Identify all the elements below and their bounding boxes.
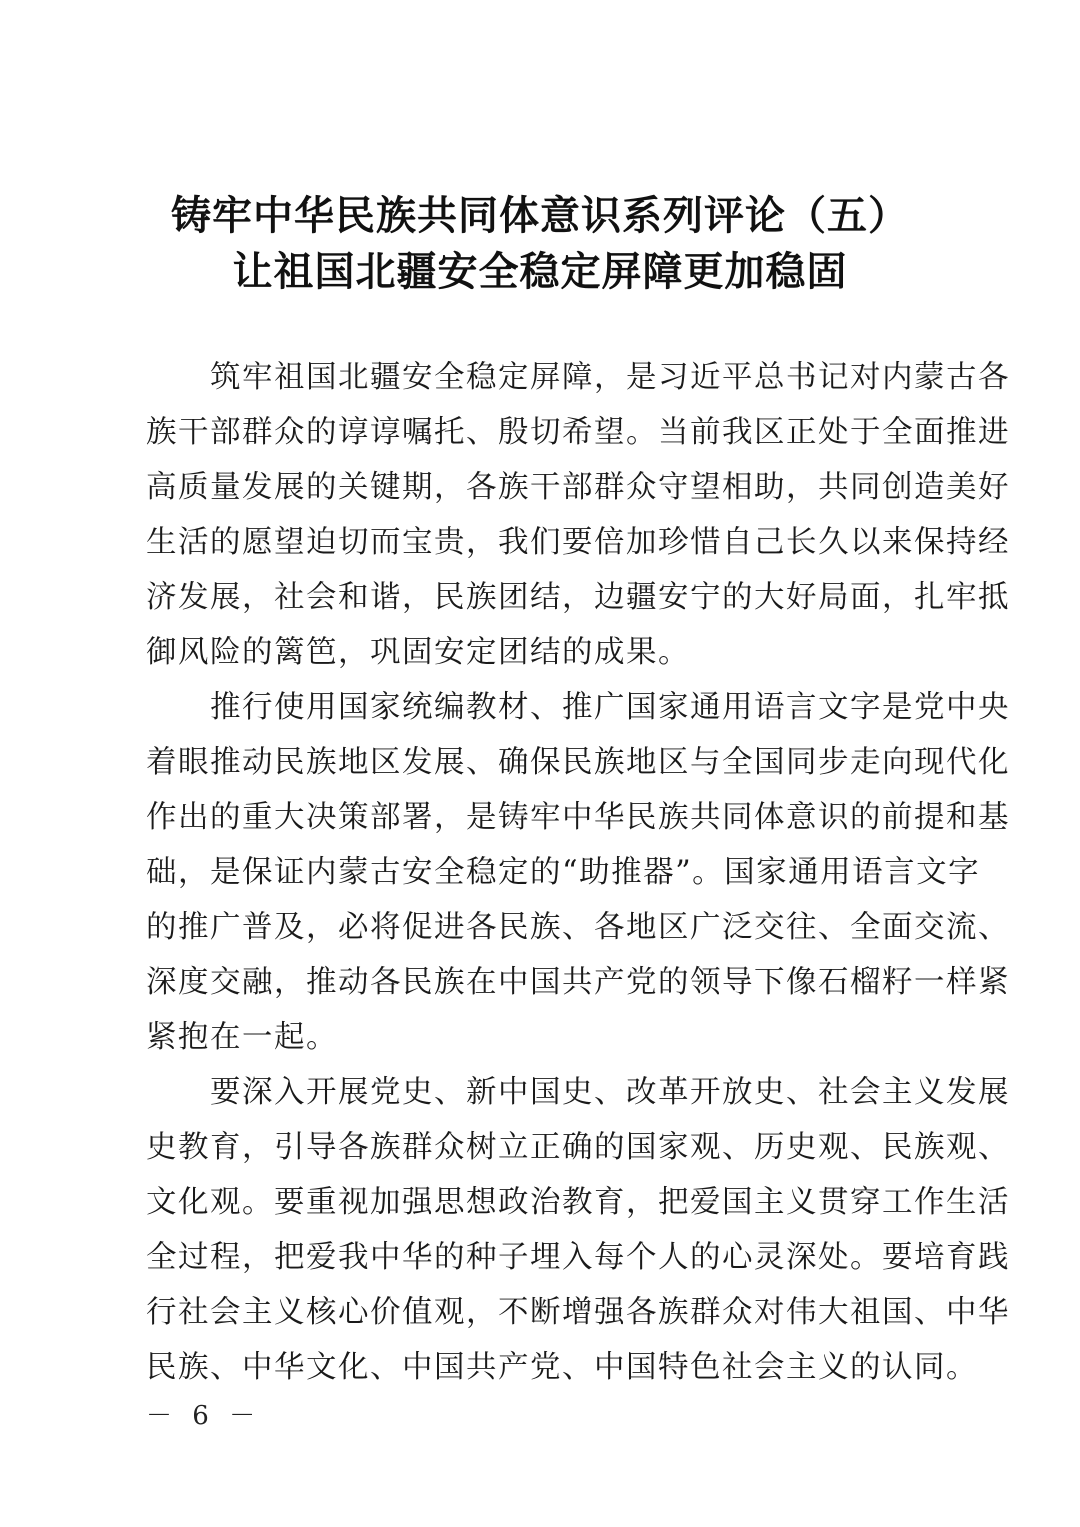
text-line: 推行使用国家统编教材、推广国家通用语言文字是党中央 [146, 690, 1010, 725]
paragraph-2 [146, 680, 1010, 1065]
text-line: 高质量发展的关键期，各族干部群众守望相助，共同创造美好 [146, 470, 1010, 505]
text-line: 济发展，社会和谐，民族团结，边疆安宁的大好局面，扎牢抵 [146, 580, 1010, 615]
text-line: 础，是保证内蒙古安全稳定的“助推器”。国家通用语言文字 [146, 855, 981, 890]
text-line: 族干部群众的谆谆嘱托、殷切希望。当前我区正处于全面推进 [146, 415, 1010, 450]
title-line-1: 铸牢中华民族共同体意识系列评论（五） [171, 192, 909, 239]
text-line: 紧抱在一起。 [146, 1020, 338, 1055]
text-line: 文化观。要重视加强思想政治教育，把爱国主义贯穿工作生活 [146, 1185, 1010, 1220]
text-line: 民族、中华文化、中国共产党、中国特色社会主义的认同。 [146, 1350, 978, 1385]
page-number: － 6 － [146, 1401, 262, 1431]
text-line: 要深入开展党史、新中国史、改革开放史、社会主义发展 [146, 1075, 1010, 1110]
text-line: 筑牢祖国北疆安全稳定屏障，是习近平总书记对内蒙古各 [146, 360, 1010, 395]
text-line: 的推广普及，必将促进各民族、各地区广泛交往、全面交流、 [146, 910, 1010, 945]
text-line: 史教育，引导各族群众树立正确的国家观、历史观、民族观、 [146, 1130, 1010, 1165]
text-line: 深度交融，推动各民族在中国共产党的领导下像石榴籽一样紧 [146, 965, 1010, 1000]
text-line: 作出的重大决策部署，是铸牢中华民族共同体意识的前提和基 [146, 800, 1010, 835]
text-line: 生活的愿望迫切而宝贵，我们要倍加珍惜自己长久以来保持经 [146, 525, 1010, 560]
title-line-2: 让祖国北疆安全稳定屏障更加稳固 [232, 248, 848, 295]
document-title [0, 188, 1080, 300]
paragraph-1 [146, 350, 1010, 680]
text-line: 御风险的篱笆，巩固安定团结的成果。 [146, 635, 690, 670]
paragraph-3 [146, 1065, 1010, 1395]
text-line: 着眼推动民族地区发展、确保民族地区与全国同步走向现代化 [146, 745, 1010, 780]
text-line: 全过程，把爱我中华的种子埋入每个人的心灵深处。要培育践 [146, 1240, 1010, 1275]
document-body [146, 350, 1010, 1395]
text-line: 行社会主义核心价值观，不断增强各族群众对伟大祖国、中华 [146, 1295, 1010, 1330]
